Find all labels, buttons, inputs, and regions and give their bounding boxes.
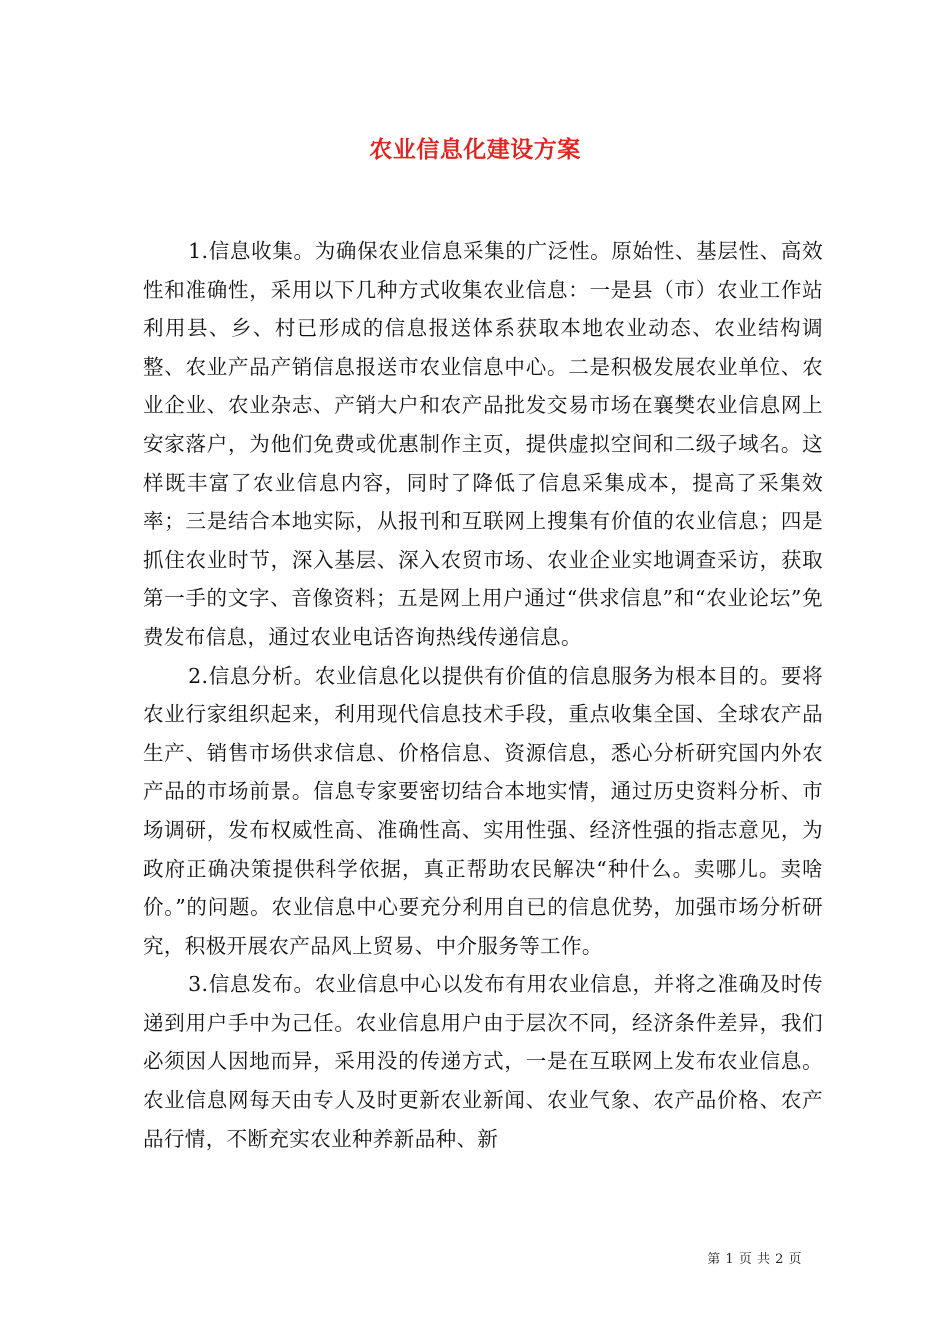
document-body (143, 232, 823, 1158)
page-number-footer: 第 1 页 共 2 页 (707, 1252, 802, 1267)
paragraph-information-analysis: 2.信息分析。农业信息化以提供有价值的信息服务为根本目的。要将农业行家组织起来，利用现代信息技术手段，重点收集全国、全球农产品生产、销售市场供求信息、价格信息、资源信息，悉心分析研究国内外农产品的市场前景。信息专家要密切结合本地实情，通过历史资料分析、市场调研，发布权威性高、准确性高、实用性强、经济性强的指志意见，为政府正确决策提供科学依据，真正帮助农民解决“种什么。卖哪儿。卖啥价。”的问题。农业信息中心要充分利用自已的信息优势，加强市场分析研究，积极开展农产品风上贸易、中介服务等工作。 (143, 663, 823, 958)
document-title: 农业信息化建设方案 (369, 136, 581, 163)
paragraph-information-collection: 1.信息收集。为确保农业信息采集的广泛性。原始性、基层性、高效性和准确性，采用以下几种方式收集农业信息：一是县（市）农业工作站利用县、乡、村已形成的信息报送体系获取本地农业动态、农业结构调整、农业产品产销信息报送市农业信息中心。二是积极发展农业单位、农业企业、农业杂志、产销大户和农产品批发交易市场在襄樊农业信息网上安家落户，为他们免费或优惠制作主页，提供虚拟空间和二级子域名。这样既丰富了农业信息内容，同时了降低了信息采集成本，提高了采集效率；三是结合本地实际，从报刊和互联网上搜集有价值的农业信息；四是抓住农业时节，深入基层、深入农贸市场、农业企业实地调查采访，获取第一手的文字、音像资料；五是网上用户通过“供求信息”和“农业论坛”免费发布信息，通过农业电话咨询热线传递信息。 (143, 239, 823, 649)
paragraph-information-release: 3.信息发布。农业信息中心以发布有用农业信息，并将之准确及时传递到用户手中为己任。农业信息用户由于层次不同，经济条件差异，我们必须因人因地而异，采用没的传递方式，一是在互联网上发布农业信息。农业信息网每天由专人及时更新农业新闻、农业气象、农产品价格、农产品行情，不断充实农业种养新品种、新 (143, 972, 823, 1151)
